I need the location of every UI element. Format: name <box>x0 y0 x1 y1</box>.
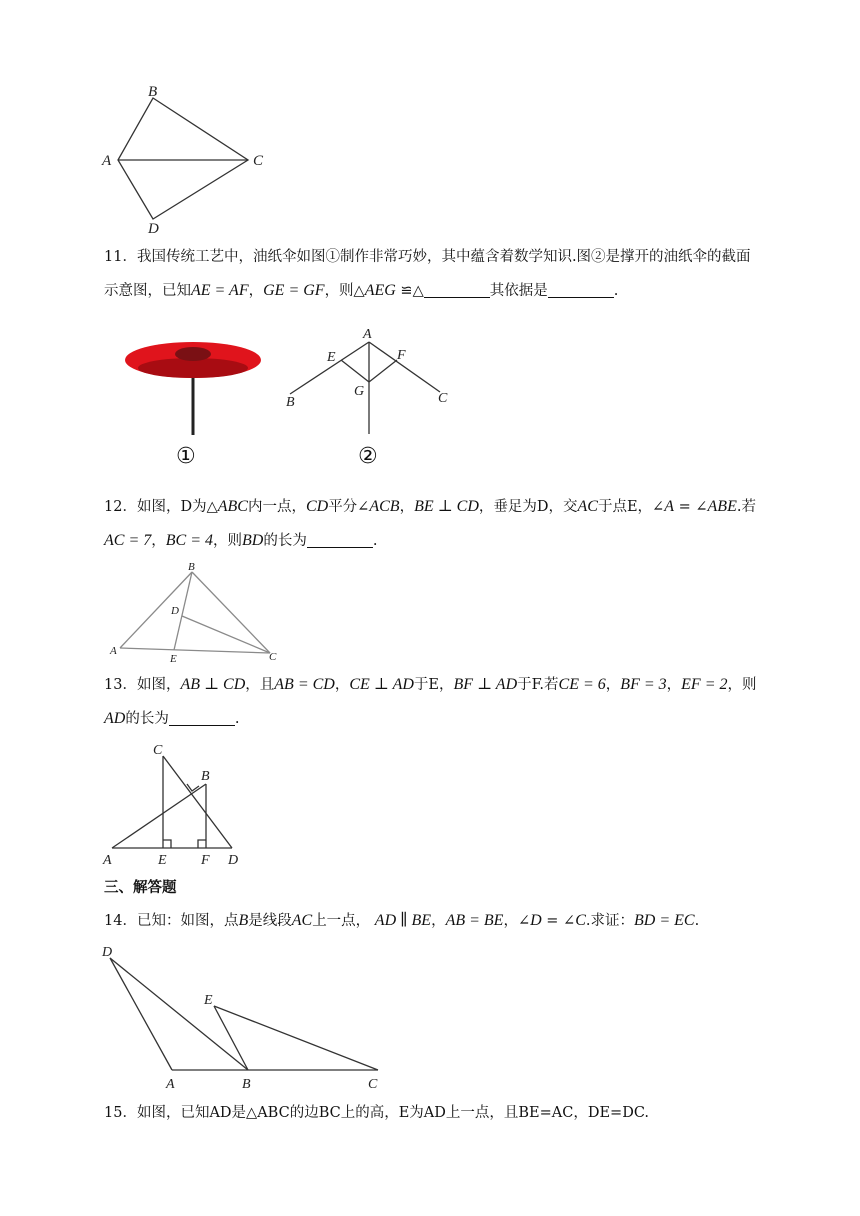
label-f: F <box>201 853 210 868</box>
strut-eg <box>341 360 369 382</box>
label-e: E <box>158 853 167 868</box>
question-12: 12．如图，D为△ABC内一点，CD平分∠ACB，BE ⊥ CD，垂足为D，交AC于点E，∠A = ∠ABE.若AC = 7，BC = 4，则BD的长为 . <box>104 498 756 549</box>
question-14: 14．已知：如图，点B是线段AC上一点， AD ∥ BE，AB = BE，∠D = ∠C.求证：BD = EC. <box>104 912 700 929</box>
question-15: 15．如图，已知AD是△ABC的边BC上的高，E为AD上一点，且BE=AC，DE=DC. <box>104 1105 650 1121</box>
segment-ab <box>112 784 206 848</box>
answer-blank[interactable] <box>548 281 614 298</box>
figure-q12 <box>106 558 286 668</box>
label-a: A <box>102 153 112 169</box>
label-c: C <box>438 391 448 406</box>
right-angle-e <box>163 840 171 848</box>
label-a: A <box>166 1077 175 1092</box>
segment-ec <box>214 1006 378 1070</box>
answer-blank[interactable] <box>169 709 235 726</box>
answer-blank[interactable] <box>307 531 373 548</box>
side-bc <box>192 572 270 653</box>
side-ac <box>120 648 270 653</box>
side-ab <box>120 572 192 648</box>
label-b: B <box>242 1077 251 1092</box>
figure-quadrilateral <box>96 80 286 242</box>
strut-fg <box>369 360 397 382</box>
label-d: D <box>171 605 179 617</box>
label-c: C <box>269 651 277 663</box>
figure-umbrella-photo <box>118 330 268 440</box>
label-b: B <box>148 84 158 100</box>
label-a: A <box>110 645 117 657</box>
label-b: B <box>201 769 210 784</box>
segment-bd <box>110 958 248 1070</box>
label-f: F <box>397 348 406 363</box>
segment-ad <box>110 958 172 1070</box>
label-b: B <box>286 395 295 410</box>
right-angle-f <box>198 840 206 848</box>
question-11: 11．我国传统工艺中，油纸伞如图①制作非常巧妙，其中蕴含着数学知识.图②是撑开的油纸伞的截面示意图，已知AE = AF，GE = GF，则△AEG ≌△ 其依据是 . <box>104 249 751 299</box>
segment-cd <box>163 756 232 848</box>
caption-1: ① <box>176 444 196 469</box>
label-a: A <box>363 327 372 342</box>
label-a: A <box>103 853 112 868</box>
label-e: E <box>327 350 336 365</box>
label-e: E <box>170 653 177 665</box>
label-c: C <box>253 153 264 169</box>
segment-cd <box>182 616 270 653</box>
label-g: G <box>354 384 365 399</box>
figure-q13 <box>100 740 260 868</box>
label-c: C <box>368 1077 378 1092</box>
figure-umbrella-section <box>280 322 460 440</box>
label-d: D <box>148 221 159 237</box>
label-d: D <box>228 853 239 868</box>
quad-outline <box>118 98 248 219</box>
caption-2: ② <box>358 444 378 469</box>
label-e: E <box>204 993 213 1008</box>
label-c: C <box>153 743 163 758</box>
label-d: D <box>102 945 113 960</box>
umbrella-top <box>175 347 211 361</box>
question-13: 13．如图，AB ⊥ CD，且AB = CD，CE ⊥ AD于E，BF ⊥ AD于F.若CE = 6，BF = 3，EF = 2，则AD的长为 . <box>104 676 757 727</box>
segment-be <box>214 1006 248 1070</box>
figure-q14 <box>98 942 394 1090</box>
section-heading: 三、解答题 <box>104 879 177 896</box>
answer-blank[interactable] <box>424 281 490 298</box>
label-b: B <box>188 561 195 573</box>
